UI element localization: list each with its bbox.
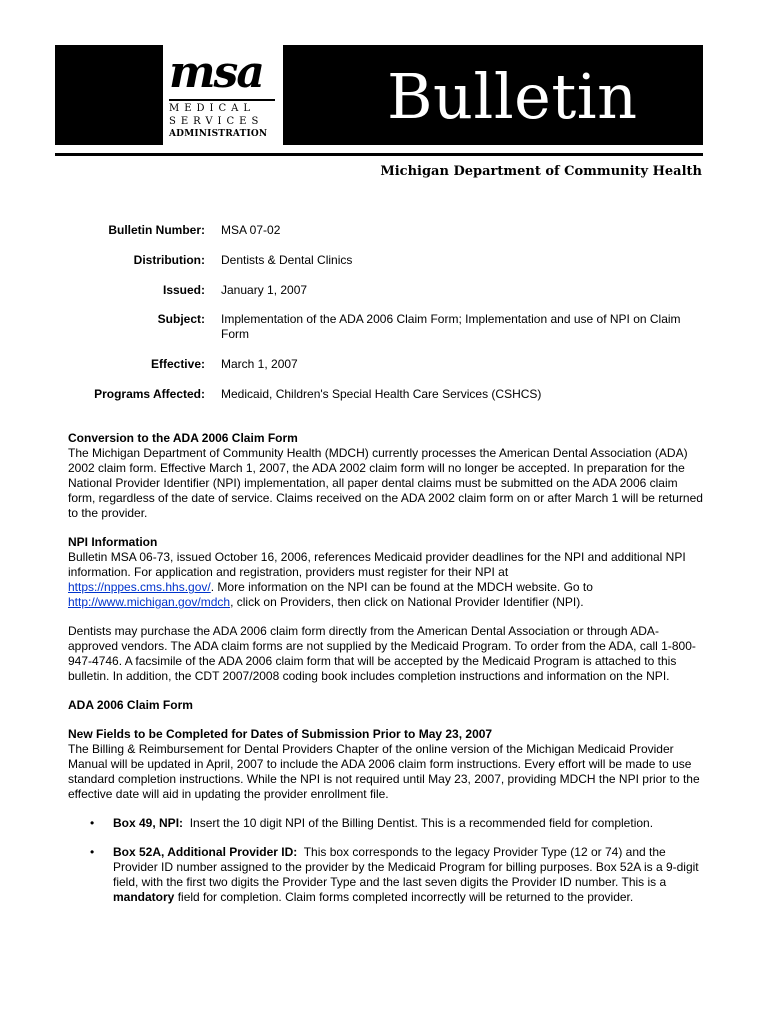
- header-banner: [55, 45, 703, 145]
- bullet-emphasis: mandatory: [113, 890, 175, 904]
- meta-value: Medicaid, Children's Special Health Care Services (CSHCS): [221, 387, 542, 401]
- bulletin-title: Bulletin: [387, 60, 638, 133]
- section-text: The Michigan Department of Community Health (MDCH) currently processes the American Dental Association (ADA) 2002 claim form. Effective March 1, 2007, the ADA 2002 claim form will no longer be accepted. In preparation for the National Provider Identifier (NPI) implementation, all paper dental claims must be submitted on the ADA 2006 claim form, regardless of the date of service. Claims received on the ADA 2002 claim form on or after March 1 will be returned to the provider.: [68, 446, 703, 520]
- list-item: [68, 845, 704, 905]
- logo-administration: ADMINISTRATION: [169, 129, 268, 139]
- meta-value: January 1, 2007: [221, 283, 308, 297]
- section-text: , click on Providers, then click on National Provider Identifier (NPI).: [230, 595, 584, 609]
- department-name: Michigan Department of Community Health: [380, 164, 702, 179]
- section-text: . More information on the NPI can be found at the MDCH website. Go to: [210, 580, 593, 594]
- meta-label: Programs Affected:: [94, 387, 205, 401]
- list-item: [68, 816, 704, 831]
- meta-label: Distribution:: [133, 253, 205, 267]
- logo-msa-text: msa: [169, 47, 263, 98]
- meta-label: Bulletin Number:: [108, 223, 205, 237]
- bullet-icon: •: [90, 845, 95, 859]
- new-fields-section: [68, 727, 704, 802]
- mdch-link[interactable]: http://www.michigan.gov/mdch: [68, 595, 231, 609]
- bullet-label: Box 49, NPI:: [113, 816, 184, 830]
- logo-medical: MEDICAL: [169, 103, 256, 114]
- meta-label: Issued:: [162, 283, 205, 297]
- bullet-icon: •: [90, 816, 95, 830]
- nppes-link[interactable]: https://nppes.cms.hhs.gov/: [68, 580, 211, 594]
- section-text: The Billing & Reimbursement for Dental Providers Chapter of the online version of the Michigan Medicaid Provider Manual will be updated in April, 2007 to include the ADA 2006 claim form instructions. Every effort will be made to use standard completion instructions. While the NPI is not required until May 23, 2007, providing MDCH the NPI prior to the effective date will aid in updating the provider enrollment file.: [68, 742, 700, 801]
- section-text: Bulletin MSA 06-73, issued October 16, 2006, references Medicaid provider deadlines for the NPI and additional NPI information. For application and registration, providers must register for their NPI at: [68, 550, 686, 579]
- meta-value: Dentists & Dental Clinics: [221, 253, 353, 267]
- meta-value: Implementation of the ADA 2006 Claim Form; Implementation and use of NPI on Claim Form: [221, 312, 681, 341]
- logo-services: SERVICES: [169, 116, 264, 127]
- section-heading: New Fields to be Completed for Dates of Submission Prior to May 23, 2007: [68, 727, 493, 741]
- section-heading: ADA 2006 Claim Form: [68, 698, 193, 712]
- section-heading: Conversion to the ADA 2006 Claim Form: [68, 431, 298, 445]
- npi-section: [68, 535, 704, 610]
- meta-label: Subject:: [157, 312, 205, 326]
- conversion-section: [68, 431, 704, 521]
- bullet-text: Insert the 10 digit NPI of the Billing Dentist. This is a recommended field for completion.: [189, 816, 654, 830]
- meta-label: Effective:: [150, 357, 205, 371]
- bullet-text: This box corresponds to the legacy Provider Type (12 or 74) and the Provider ID number assigned to the provider by the Medicaid Program for billing purposes. Box 52A is a 9-digit field, with the first two digits the Provider Type and the last seven digits the Provider ID number. This is a: [113, 845, 699, 889]
- bullet-label: Box 52A, Additional Provider ID:: [113, 845, 298, 859]
- logo-divider: [169, 99, 275, 101]
- bulletin-body: [68, 431, 704, 919]
- dentists-paragraph: Dentists may purchase the ADA 2006 claim form directly from the American Dental Association or through ADA-approved vendors. The ADA claim forms are not supplied by the Medicaid Program. To order from the ADA, call 1-800-947-4746. A facsimile of the ADA 2006 claim form that will be accepted by the Medicaid Program is attached to this bulletin. In addition, the CDT 2007/2008 coding book includes completion instructions and information on the NPI.: [68, 624, 696, 683]
- section-heading: NPI Information: [68, 535, 158, 549]
- header-rule: [55, 153, 703, 156]
- meta-value: MSA 07-02: [221, 223, 281, 237]
- bullet-text: field for completion. Claim forms completed incorrectly will be returned to the provider.: [177, 890, 634, 904]
- meta-value: March 1, 2007: [221, 357, 298, 371]
- msa-logo: [163, 45, 283, 145]
